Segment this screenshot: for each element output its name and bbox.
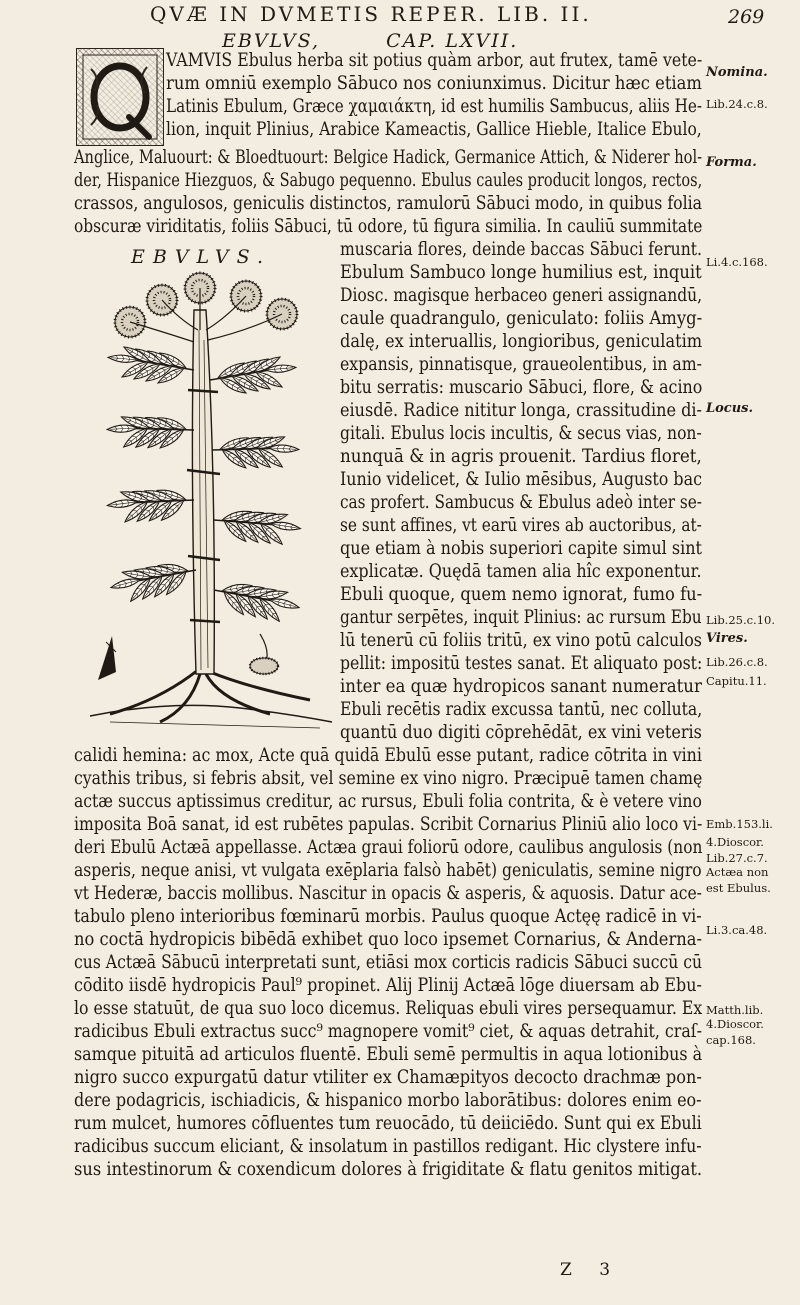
text-line: inter ea quæ hydropicos sanant numeratur xyxy=(340,676,702,697)
text-line: lo esse statuūt, de qua suo loco dicemus. Reliquas ebuli vires persequamur. Ex xyxy=(74,998,703,1019)
text-line: Latinis Ebulum, Græce χαμαιάκτη, id est humilis Sambucus, aliis He- xyxy=(166,96,702,117)
text-line: VAMVIS Ebulus herba sit potius quàm arbor, aut frutex, tamē vete- xyxy=(166,50,703,71)
text-line: cyathis tribus, si febris absit, vel semine ex vino nigro. Præcipuē tamen chamę xyxy=(74,768,703,789)
text-line: lion, inquit Plinius, Arabice Kameactis, Gallice Hieble, Italice Ebulo, xyxy=(166,119,702,140)
text-line: Ebuli quoque, quem nemo ignorat, fumo fu- xyxy=(340,584,703,605)
text-line: Iunio videlicet, & Iulio mēsibus, Augusto bac xyxy=(340,469,703,490)
margin-note: Capitu.11. xyxy=(706,674,767,688)
margin-note: Matth.lib. xyxy=(706,1003,764,1017)
text-line: cōdito iisdē hydropicis Paul⁹ propinet. Alij Plinij Actæā lōge diuersam ab Ebu- xyxy=(74,975,702,996)
text-line: nigro succo expurgatū datur vtiliter ex Chamæpityos decocto drachmæ pon- xyxy=(74,1067,702,1088)
text-line: Ebulum Sambuco longe humilius est, inquit xyxy=(340,262,702,283)
ebulus-woodcut-illustration xyxy=(70,270,338,732)
text-line: dalę, ex interuallis, longioribus, geniculatim xyxy=(340,331,703,352)
text-line: Ebuli recētis radix excussa tantū, nec colluta, xyxy=(340,699,703,720)
margin-note: 4.Dioscor. xyxy=(706,835,764,849)
text-line: bitu serratis: muscario Sābuci, flore, & acino xyxy=(340,377,703,398)
signature-mark xyxy=(560,1260,632,1280)
text-line: obscuræ viriditatis, foliis Sābuci, tū odore, tū figura similia. In cauliū summitate xyxy=(74,216,703,237)
initial-q-icon xyxy=(77,49,163,145)
margin-note: Li.3.ca.48. xyxy=(706,923,768,937)
text-line: explicatæ. Quędā tamen alia hîc exponentur. xyxy=(340,561,702,582)
text-line: rum mulcet, humores cōfluentes tum reuocādo, tū deiiciēdo. Sunt qui ex Ebuli xyxy=(74,1113,702,1134)
text-line: eiusdē. Radice nititur longa, crassitudine di- xyxy=(340,400,702,421)
text-line: vt Hederæ, baccis mollibus. Nascitur in opacis & asperis, & aquosis. Datur ace- xyxy=(74,883,702,904)
text-line: lū tenerū cū foliis tritū, ex vino potū calculos xyxy=(340,630,702,651)
figure-caption: EBVLVS. xyxy=(131,246,272,268)
margin-note: est Ebulus. xyxy=(706,881,771,895)
text-line: der, Hispanice Hiezguos, & Sabugo pequenno. Ebulus caules producit longos, rectos, xyxy=(74,170,703,191)
text-line: samque pituitā ad articulos fluentē. Ebuli semē permultis in aqua lotionibus à xyxy=(74,1044,703,1065)
text-line: que etiam à nobis superiori capite simul sint xyxy=(340,538,702,559)
text-line: se sunt affines, vt earū vires ab auctoribus, at- xyxy=(340,515,702,536)
margin-note: Forma. xyxy=(706,155,757,170)
text-line: dere podagricis, ischiadicis, & hispanico morbo laborātibus: dolores enim eo- xyxy=(74,1090,702,1111)
text-line: radicibus succum eliciant, & insolatum in pastillos redigant. Hic clystere infu- xyxy=(74,1136,702,1157)
margin-note: Emb.153.li. xyxy=(706,817,773,831)
margin-note: Vires. xyxy=(706,631,748,646)
text-line: deri Ebulū Actæā appellasse. Actæa graui foliorū odore, caulibus angulosis (non xyxy=(74,837,703,858)
text-line: crassos, angulosos, geniculis distinctos, ramulorū Sābuci modo, in quibus folia xyxy=(74,193,703,214)
text-line: Anglice, Maluourt: & Bloedtuourt: Belgice Hadick, Germanice Attich, & Niderer hol- xyxy=(74,147,703,168)
text-line: tabulo pleno interioribus fœminarū morbis. Paulus quoque Actęę radicē in vi- xyxy=(74,906,702,927)
margin-note: Actæa non xyxy=(706,865,769,879)
text-line: nunquā & in agris prouenit. Tardius floret, xyxy=(340,446,702,467)
chapter-title: EBVLVS, xyxy=(222,30,321,52)
text-line: no coctā hydropicis bibēdā exhibet quo loco ipsemet Cornarius, & Anderna- xyxy=(74,929,703,950)
text-line: cus Actæā Sābucū interpretati sunt, etiāsi mox corticis radicis Sābuci succū cū xyxy=(74,952,703,973)
text-line: Diosc. magisque herbaceo generi assignandū, xyxy=(340,285,703,306)
text-line: muscaria flores, deinde baccas Sābuci ferunt. xyxy=(340,239,702,260)
text-line: caule quadrangulo, geniculato: foliis Amyg- xyxy=(340,308,703,329)
text-line: rum omniū exemplo Sābuco nos coniunximus. Dicitur hæc etiam xyxy=(166,73,702,94)
text-line: calidi hemina: ac mox, Acte quā quidā Ebulū esse putant, radice cōtrita in vini xyxy=(74,745,702,766)
chapter-number: CAP. LXVII. xyxy=(386,30,519,52)
text-line: gantur serpētes, inquit Plinius: ac rursum Ebu xyxy=(340,607,702,628)
running-head: QVÆ IN DVMETIS REPER. LIB. II. xyxy=(150,2,592,26)
page-number: 269 xyxy=(728,6,765,28)
signature-letter: Z xyxy=(560,1260,572,1280)
margin-note: cap.168. xyxy=(706,1033,756,1047)
margin-note: Lib.25.c.10. xyxy=(706,613,776,627)
text-line: imposita Boā sanat, id est rubētes papulas. Scribit Cornarius Pliniū alio loco vi- xyxy=(74,814,703,835)
margin-note: Lib.24.c.8. xyxy=(706,97,768,111)
margin-note: Locus. xyxy=(706,401,754,416)
text-line: sus intestinorum & coxendicum dolores à frigiditate & flatu genitos mitigat. xyxy=(74,1159,703,1180)
text-line: asperis, neque anisi, vt vulgata exēplaria falsò habēt) geniculatis, semine nigro xyxy=(74,860,702,881)
text-line: expansis, pinnatisque, graueolentibus, in am- xyxy=(340,354,702,375)
decorated-initial-q xyxy=(76,48,164,146)
margin-note: Lib.26.c.8. xyxy=(706,655,768,669)
text-line: quantū duo digiti cōprehēdāt, ex vini veteris xyxy=(340,722,702,743)
text-line: radicibus Ebuli extractus succ⁹ magnopere vomit⁹ ciet, & aquas detrahit, craſ- xyxy=(74,1021,702,1042)
text-line: cas profert. Sambucus & Ebulus adeò inter se- xyxy=(340,492,702,513)
margin-note: Nomina. xyxy=(706,65,768,80)
margin-note: Li.4.c.168. xyxy=(706,255,768,269)
text-line: gitali. Ebulus locis incultis, & secus vias, non- xyxy=(340,423,702,444)
text-line: actæ succus aptissimus creditur, ac rursus, Ebuli folia contrita, & è vetere vino xyxy=(74,791,702,812)
signature-number: 3 xyxy=(599,1260,611,1280)
margin-note: 4.Dioscor. xyxy=(706,1017,764,1031)
text-line: pellit: impositū testes sanat. Et aliquato post: xyxy=(340,653,703,674)
chapter-heading xyxy=(222,30,518,52)
margin-note: Lib.27.c.7. xyxy=(706,851,768,865)
